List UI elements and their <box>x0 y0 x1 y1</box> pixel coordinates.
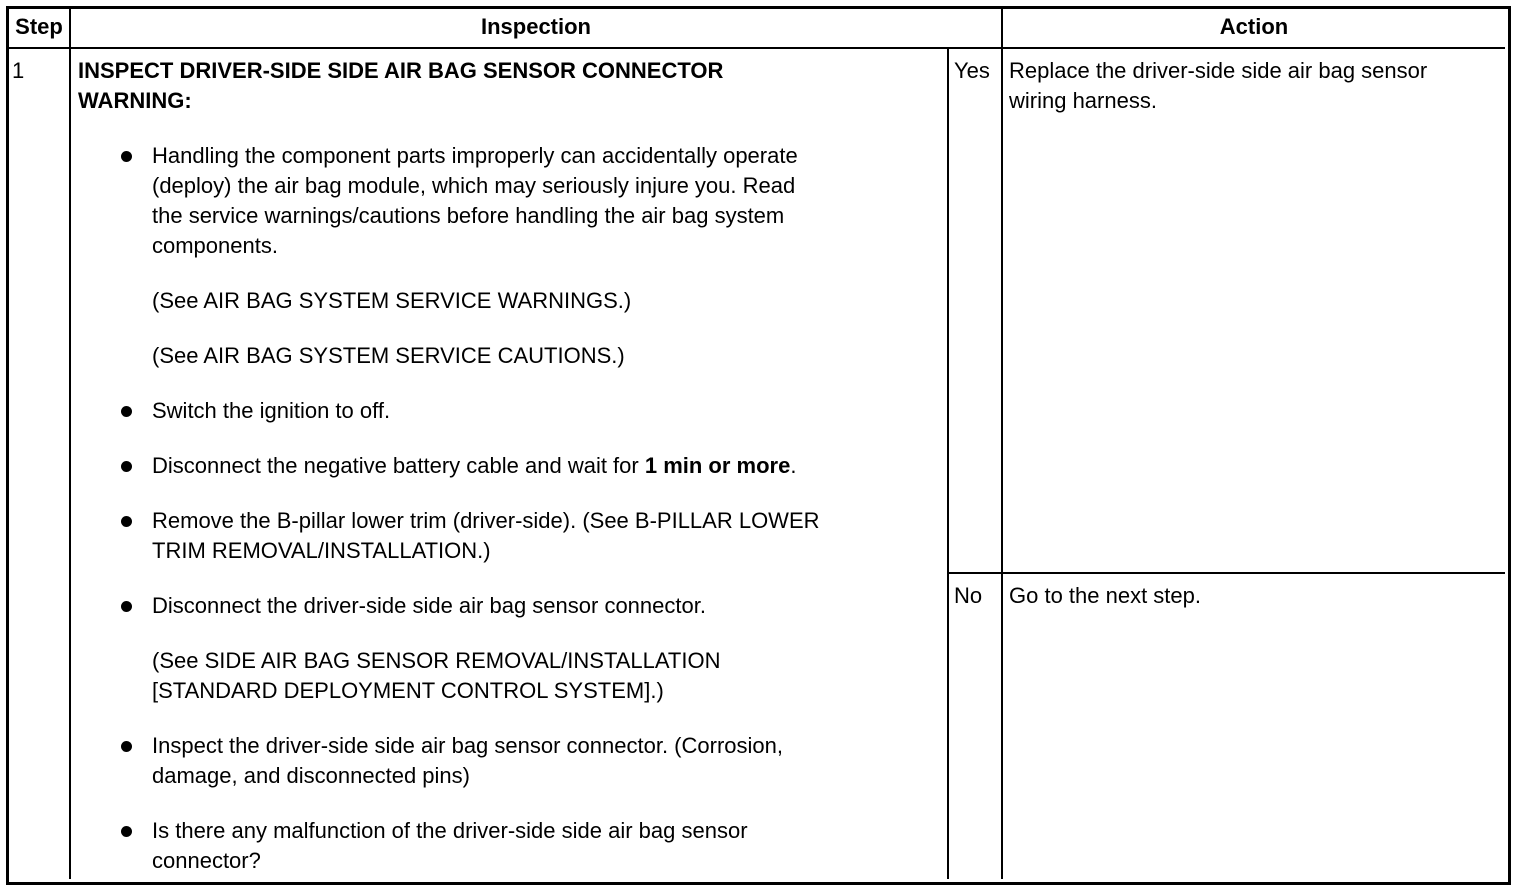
bullet-5-note-2: [STANDARD DEPLOYMENT CONTROL SYSTEM].) <box>152 678 664 703</box>
bullet-icon <box>121 826 132 837</box>
header-action: Action <box>1219 14 1289 39</box>
bullet-7-line-2: connector? <box>152 848 261 873</box>
bullet-icon <box>121 461 132 472</box>
bullet-5-note-1: (See SIDE AIR BAG SENSOR REMOVAL/INSTALLATION <box>152 648 721 673</box>
bullet-3-bold-duration: 1 min or more <box>644 453 791 478</box>
bullet-1-line-4: components. <box>152 233 278 258</box>
header-row-divider <box>6 47 1505 49</box>
result-yes-label: Yes <box>954 58 990 83</box>
bullet-4-line-2: TRIM REMOVAL/INSTALLATION.) <box>152 538 491 563</box>
result-row-divider <box>947 572 1505 574</box>
action-yes-line-2: wiring harness. <box>1009 88 1157 113</box>
bullet-1-note-2: (See AIR BAG SYSTEM SERVICE CAUTIONS.) <box>152 343 625 368</box>
column-divider-result <box>947 48 949 879</box>
action-yes-line-1: Replace the driver-side side air bag sensor <box>1009 58 1428 83</box>
bullet-icon <box>121 516 132 527</box>
bullet-5-line-1: Disconnect the driver-side side air bag sensor connector. <box>152 593 706 618</box>
bullet-icon <box>121 741 132 752</box>
bullet-icon <box>121 601 132 612</box>
bullet-icon <box>121 406 132 417</box>
column-divider-action <box>1001 6 1003 879</box>
bullet-3-text: Disconnect the negative battery cable and wait for <box>152 453 645 478</box>
bullet-4-line-1: Remove the B-pillar lower trim (driver-side). (See B-PILLAR LOWER <box>152 508 820 533</box>
action-no-line-1: Go to the next step. <box>1009 583 1202 608</box>
header-inspection: Inspection <box>480 14 591 39</box>
bullet-1-line-1: Handling the component parts improperly can accidentally operate <box>152 143 798 168</box>
bullet-6-line-1: Inspect the driver-side side air bag sensor connector. (Corrosion, <box>152 733 783 758</box>
bullet-6-line-2: damage, and disconnected pins) <box>152 763 470 788</box>
header-step: Step <box>15 14 63 39</box>
bullet-icon <box>121 151 132 162</box>
bullet-1-note-1: (See AIR BAG SYSTEM SERVICE WARNINGS.) <box>152 288 632 313</box>
result-no-label: No <box>954 583 983 608</box>
column-divider-step <box>69 6 71 879</box>
warning-label: WARNING: <box>78 88 192 113</box>
bullet-7-line-1: Is there any malfunction of the driver-side side air bag sensor <box>152 818 748 843</box>
bullet-2-line-1: Switch the ignition to off. <box>152 398 391 423</box>
bullet-3-text-end: . <box>790 453 797 478</box>
bullet-1-line-2: (deploy) the air bag module, which may seriously injure you. Read <box>152 173 796 198</box>
step-number: 1 <box>12 58 25 83</box>
bullet-3-line-1 <box>152 451 796 481</box>
inspection-title: INSPECT DRIVER-SIDE SIDE AIR BAG SENSOR CONNECTOR <box>78 58 724 83</box>
bullet-1-line-3: the service warnings/cautions before handling the air bag system <box>152 203 785 228</box>
